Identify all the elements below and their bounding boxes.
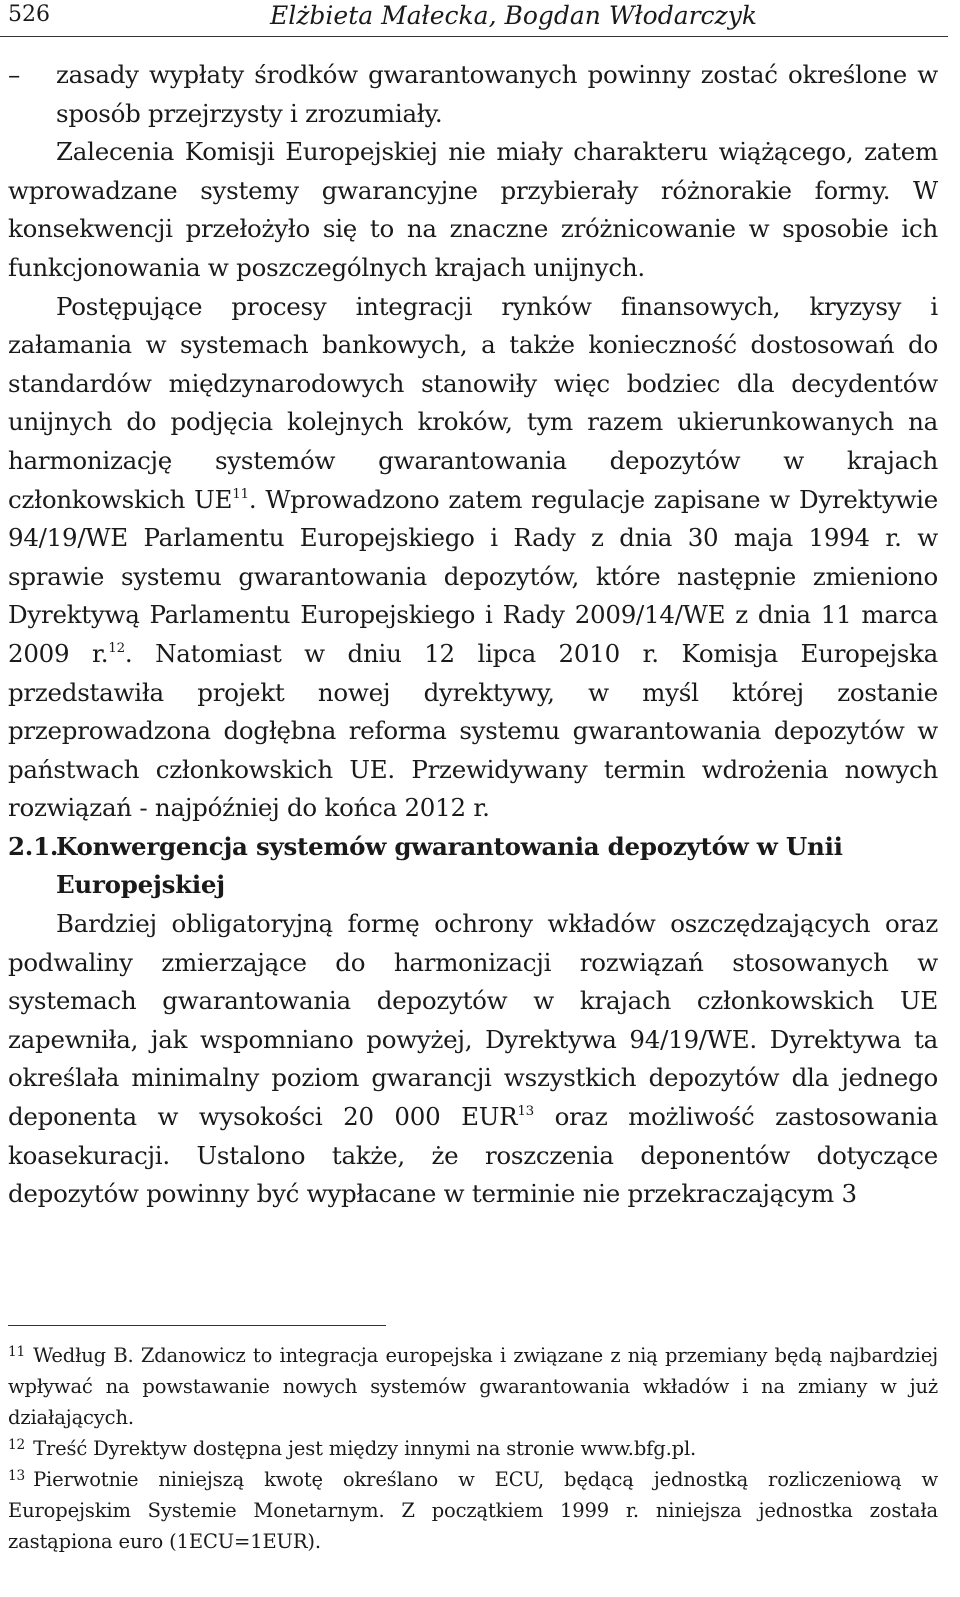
bullet-item [8, 56, 938, 133]
page-header [0, 0, 948, 37]
bullet-text: zasady wypłaty środków gwarantowanych powinny zostać określone w sposób przejrzysty i zrozumiały. [56, 60, 938, 128]
main-text [8, 56, 938, 1214]
footnote-11 [8, 1340, 938, 1433]
paragraph-text: Postępujące procesy integracji rynków finansowych, kryzysy i załamania w systemach bankowych, a także konieczność dostosowań do standardów międzynarodowych stanowiły więc bodziec dla decydentów unijnych do podjęcia kolejnych kroków, tym razem ukierunkowanych na harmonizację systemów gwarantowania depozytów w krajach członkowskich UE [8, 291, 938, 514]
footnote-text: Według B. Zdanowicz to integracja europejska i związane z nią przemiany będą najbardziej wpływać na powstawanie nowych systemów gwarantowania wkładów i na zmiany w już działających. [8, 1344, 938, 1429]
paragraph-convergence [8, 905, 938, 1214]
footnote-mark: 13 [8, 1467, 26, 1484]
paragraph-integration [8, 288, 938, 828]
footnote-text: Treść Dyrektyw dostępna jest między innymi na stronie www.bfg.pl. [33, 1437, 697, 1460]
footnote-13 [8, 1464, 938, 1557]
footnote-12 [8, 1433, 938, 1464]
page-number: 526 [8, 2, 50, 27]
paragraph-recommendations: Zalecenia Komisji Europejskiej nie miały charakteru wiążącego, zatem wprowadzane systemy gwarancyjne przybierały różnorakie formy. W konsekwencji przełożyło się to na znaczne zróżnicowanie w sposobie ich funkcjonowania w poszczególnych krajach unijnych. [8, 137, 938, 282]
footnote-ref-11[interactable]: 11 [232, 485, 249, 502]
footnote-ref-12[interactable]: 12 [108, 639, 125, 656]
footnote-text: Pierwotnie niniejszą kwotę określano w ECU, będącą jednostką rozliczeniową w Europejskim Systemie Monetarnym. Z początkiem 1999 r. niniejsza jednostka została zastąpiona euro (1ECU=1EUR). [8, 1468, 938, 1553]
paragraph-text: . Wprowadzono zatem regulacje zapisane w Dyrektywie 94/19/WE Parlamentu Europejskiego i Rady z dnia 30 maja 1994 r. w sprawie systemu gwarantowania depozytów, które następnie zmieniono Dyrektywą Parlamentu Europejskiego i Rady 2009/14/WE z dnia 11 marca 2009 r. [8, 484, 938, 668]
dash-marker: – [8, 60, 20, 89]
section-number: 2.1. [8, 831, 59, 861]
footnote-mark: 12 [8, 1436, 26, 1453]
footnote-separator [8, 1325, 386, 1326]
section-heading [8, 828, 938, 905]
paragraph-text: . Natomiast w dniu 12 lipca 2010 r. Komisja Europejska przedstawiła projekt nowej dyrektywy, w myśl której zostanie przeprowadzona dogłębna reforma systemu gwarantowania depozytów w państwach członkowskich UE. Przewidywany termin wdrożenia nowych rozwiązań - najpóźniej do końca 2012 r. [8, 638, 938, 823]
paragraph-text: Bardziej obligatoryjną formę ochrony wkładów oszczędzających oraz podwaliny zmierzające do harmonizacji rozwiązań stosowanych w systemach gwarantowania depozytów w krajach członkowskich UE zapewniła, jak wspomniano powyżej, Dyrektywa 94/19/WE. Dyrektywa ta określała minimalny poziom gwarancji wszystkich depozytów dla jednego deponenta w wysokości 20 000 EUR [8, 909, 938, 1132]
section-title: Konwergencja systemów gwarantowania depozytów w Unii Europejskiej [56, 831, 843, 900]
paragraph-text: oraz możliwość zastosowania koasekuracji. Ustalono także, że roszczenia deponentów dotyczące depozytów powinny być wypłacane w terminie nie przekraczającym 3 [8, 1102, 938, 1209]
footnote-mark: 11 [8, 1343, 26, 1360]
footnotes [8, 1340, 938, 1557]
running-head-authors: Elżbieta Małecka, Bogdan Włodarczyk [270, 1, 757, 30]
footnote-ref-13[interactable]: 13 [517, 1102, 534, 1119]
